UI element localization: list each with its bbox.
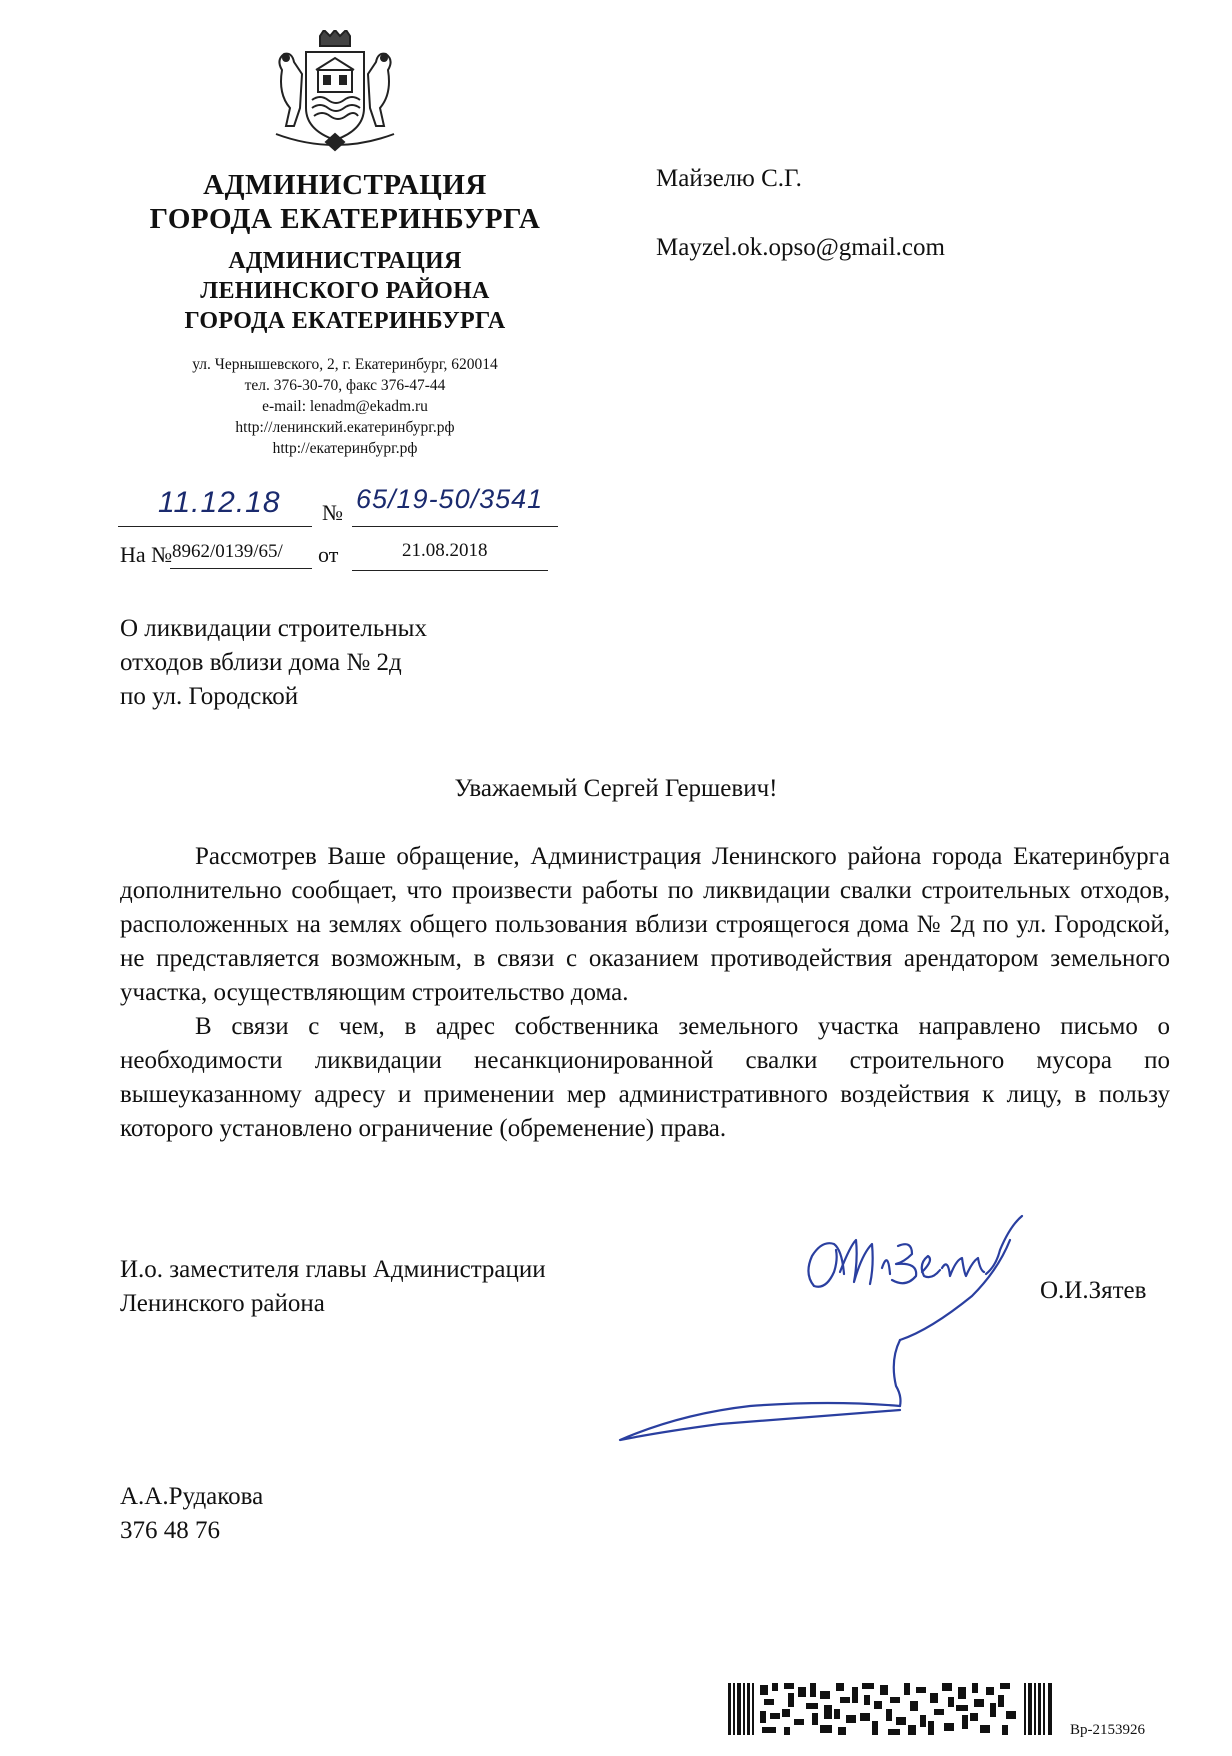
contact-phone: тел. 376-30-70, факс 376-47-44 bbox=[244, 377, 446, 394]
registration-number: 65/19-50/3541 bbox=[356, 484, 544, 514]
subject-line-1: О ликвидации строительных bbox=[120, 615, 427, 642]
signatory-name: О.И.Зятев bbox=[1040, 1277, 1147, 1304]
subject-line-2: отходов вблизи дома № 2д bbox=[120, 649, 402, 676]
contact-email: e-mail: lenadm@ekadm.ru bbox=[262, 398, 428, 415]
district-line-2: ЛЕНИНСКОГО РАЙОНА bbox=[200, 278, 490, 304]
contact-site-1: http://ленинский.екатеринбург.рф bbox=[235, 419, 455, 436]
body-paragraph-2: В связи с чем, в адрес собственника земельного участка направлено письмо о необходимости ликвидации несанкционированной свалки строительного мусора по вышеуказанному адресу и применении мер административного воздействия к лицу, в пользу которого установлено ограничение (обременение) права. bbox=[120, 1013, 1170, 1142]
reply-date: 21.08.2018 bbox=[402, 540, 488, 561]
handwritten-signature bbox=[600, 1210, 1060, 1455]
registration-number-field bbox=[352, 484, 558, 527]
registration-date-field bbox=[118, 486, 312, 527]
addressee-email: Mayzel.ok.opso@gmail.com bbox=[656, 234, 945, 261]
salutation: Уважаемый Сергей Гершевич! bbox=[454, 775, 778, 802]
letter-body bbox=[120, 840, 1170, 1146]
executor-phone: 376 48 76 bbox=[120, 1517, 220, 1544]
contact-site-2: http://екатеринбург.рф bbox=[272, 440, 418, 457]
district-line-1: АДМИНИСТРАЦИЯ bbox=[228, 248, 462, 274]
subject-line-3: по ул. Городской bbox=[120, 683, 299, 710]
registration-date: 11.12.18 bbox=[158, 486, 281, 519]
reply-number-field bbox=[170, 538, 312, 569]
signatory-position bbox=[120, 1253, 546, 1321]
district-administration-name bbox=[80, 246, 610, 336]
letter-subject bbox=[120, 612, 427, 714]
reply-from-label: от bbox=[318, 542, 339, 567]
org-line-2: ГОРОДА ЕКАТЕРИНБУРГА bbox=[149, 203, 541, 235]
barcode-image bbox=[728, 1683, 1054, 1735]
contact-address: ул. Чернышевского, 2, г. Екатеринбург, 620014 bbox=[192, 356, 498, 373]
organization-name bbox=[80, 168, 610, 236]
body-paragraph-1: Рассмотрев Ваше обращение, Администрация Ленинского района города Екатеринбурга дополнительно сообщает, что произвести работы по ликвидации свалки строительных отходов, расположенных на землях общего пользования вблизи строящегося дома № 2д по ул. Городской, не представляется возможным, в связи с оказанием противодействия арендатором земельного участка, осуществляющим строительство дома. bbox=[120, 843, 1170, 1006]
position-line-1: И.о. заместителя главы Администрации bbox=[120, 1256, 546, 1283]
addressee-name: Майзелю С.Г. bbox=[656, 165, 802, 192]
district-line-3: ГОРОДА ЕКАТЕРИНБУРГА bbox=[184, 308, 506, 334]
reply-prefix: На № bbox=[120, 542, 173, 567]
coat-of-arms-emblem bbox=[268, 30, 402, 158]
contact-block bbox=[80, 354, 610, 459]
reply-date-field bbox=[352, 538, 548, 571]
registration-number-label: № bbox=[322, 500, 343, 525]
executor-block bbox=[120, 1480, 263, 1548]
barcode-id: Вр-2153926 bbox=[1070, 1722, 1145, 1738]
org-line-1: АДМИНИСТРАЦИЯ bbox=[203, 169, 487, 201]
position-line-2: Ленинского района bbox=[120, 1290, 325, 1317]
reply-number: 8962/0139/65/ bbox=[172, 541, 283, 562]
executor-name: А.А.Рудакова bbox=[120, 1483, 264, 1510]
